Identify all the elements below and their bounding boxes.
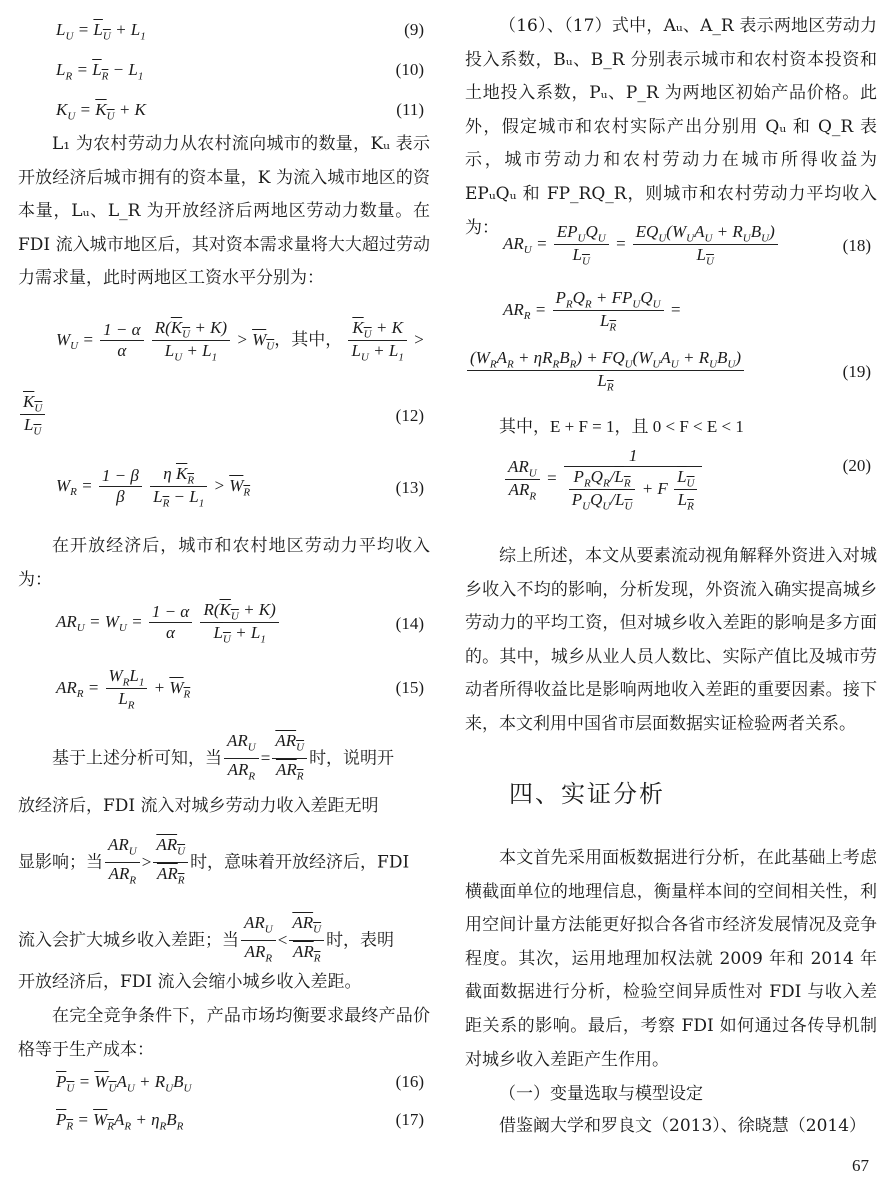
paragraph: （16）、（17）式中，Aᵤ、A_R 表示两地区劳动力投入系数，Bᵤ、B_R 分别表示城市和农村资本投资和土地投入系数，Pᵤ、P_R 为两地区初始产品价格。此外，假定城市和农村实际产出分别用 Qᵤ 和 Q_R 表示，城市劳动力和农村劳动力在城市所得收益为 EPᵤQᵤ 和 FP_RQ_R，则城市和农村劳动力平均收入为： <box>465 16 877 238</box>
paragraph: 借鉴阚大学和罗良文（2013）、徐晓慧（2014） <box>499 1116 867 1136</box>
equation-19-a: $AR_R$ = $\frac{P_RQ_R + FP_UQ_U}{L_R}$ = <box>503 288 682 334</box>
equation-number: (14) <box>395 614 424 633</box>
equation-number: (10) <box>395 60 424 79</box>
paragraph: 基于上述分析可知，当 $\frac{AR_U}{AR_R}$ = $\frac{AR_U}{AR_R}$ 时，说明开 <box>52 731 395 783</box>
equation-number: (11) <box>396 100 424 119</box>
text: 时，意味着开放经济后，FDI <box>190 852 410 873</box>
equation-9: $L_U = L_U + L_1$ (9) <box>56 20 424 43</box>
equation-11: $K_U = K_U + K$ (11) <box>56 100 424 123</box>
paragraph: 在完全竞争条件下，产品市场均衡要求最终产品价格等于生产成本： <box>18 1006 430 1060</box>
equation-19-b: $\frac{(W_RA_R + \eta R_RB_R) + FQ_U(W_UA_U + R_UB_U)}{L_R}$ (19) <box>465 348 877 408</box>
paragraph: 开放经济后，FDI 流入会缩小城乡收入差距。 <box>18 972 362 992</box>
equation-16: $P_U = W_UA_U + R_UB_U$ (16) <box>56 1072 424 1095</box>
text: 基于上述分析可知，当 <box>52 748 222 769</box>
paragraph: 放经济后，FDI 流入对城乡劳动力收入差距无明 <box>18 796 379 816</box>
text: 时，表明 <box>326 930 395 951</box>
equation-number: (20) <box>842 456 871 475</box>
equation-number: (19) <box>842 362 871 381</box>
paragraph: L₁ 为农村劳动力从农村流向城市的数量，Kᵤ 表示开放经济后城市拥有的资本量，K 为流入城市地区的资本量，Lᵤ、L_R 为开放经济后两地区劳动力数量。在 FDI 流入城市地区后，其对资本需求量将大大超过劳动力需求量，此时两地区工资水平分别为： <box>18 134 430 289</box>
condition: 其中，E + F = 1，且 0 < F < E < 1 <box>499 417 744 436</box>
equation-number: (18) <box>842 236 871 255</box>
equation-text: ，其中， <box>274 329 343 349</box>
paragraph: 在开放经济后，城市和农村地区劳动力平均收入为： <box>18 536 430 590</box>
equation-18: $AR_U$ = $\frac{EP_UQ_U}{L_U}$ = $\frac{EQ_U(W_UA_U + R_UB_U)}{L_U}$ (18) <box>503 222 871 268</box>
section-heading: 四、实证分析 <box>509 780 665 808</box>
equation-number: (12) <box>395 406 424 425</box>
equation-number: (13) <box>395 478 424 497</box>
page-number: 67 <box>852 1156 869 1175</box>
equation-20: $\frac{AR_U}{AR_R}$ = 1 $\frac{P_RQ_R/L_R}{P_UQ_U/L_U}$ + F $\frac{L_U}{L_R}$ (20) <box>465 446 877 538</box>
paragraph: 流入会扩大城乡收入差距；当 $\frac{AR_U}{AR_R}$ < $\frac{AR_U}{AR_R}$ 时，表明 <box>18 913 395 965</box>
equation-17: $P_R = W_RA_R + \eta_RB_R$ (17) <box>56 1110 424 1133</box>
equation-13: $W_R$ = $\frac{1 - \beta}{\beta}$ $\frac{\eta K_R}{L_R - L_1}$ > $W_R$ (13) <box>56 464 424 510</box>
subsection-heading: （一）变量选取与模型设定 <box>499 1084 703 1104</box>
equation-14: $AR_U = W_U$ = $\frac{1 - \alpha}{\alpha}$ $\frac{R(K_U + K)}{L_U + L_1}$ (14) <box>56 600 424 646</box>
paragraph: 显影响；当 $\frac{AR_U}{AR_R}$ > $\frac{AR_U}{AR_R}$ 时，意味着开放经济后，FDI <box>18 835 410 887</box>
equation-number: (16) <box>395 1072 424 1091</box>
equation-number: (15) <box>395 678 424 697</box>
text: 时，说明开 <box>309 748 395 769</box>
equation-10: $L_R = L_R - L_1$ (10) <box>56 60 424 83</box>
equation-12-cont: $\frac{K_U}{L_U}$ (12) <box>18 392 430 452</box>
text: 流入会扩大城乡收入差距；当 <box>18 930 239 951</box>
text: 显影响；当 <box>18 852 103 873</box>
equation-number: (17) <box>395 1110 424 1129</box>
equation-12: $W_U$ = $\frac{1 - \alpha}{\alpha}$ $\frac{R(K_U + K)}{L_U + L_1}$ > $W_U$，其中， $\frac{K_U + K}{L_U + L_1}$ > <box>56 318 425 364</box>
equation-number: (9) <box>404 20 424 39</box>
equation-15: $AR_R$ = $\frac{W_RL_1}{L_R}$ + $W_R$ (15) <box>56 666 424 712</box>
paragraph: 本文首先采用面板数据进行分析，在此基础上考虑横截面单位的地理信息，衡量样本间的空间相关性，利用空间计量方法能更好拟合各省市经济发展情况及竞争程度。其次，运用地理加权法就 2009 年和 2014 年截面数据进行分析，检验空间异质性对 FDI 与收入差距关系的影响。最后，考察 FDI 如何通过各传导机制对城乡收入差距产生作用。 <box>465 848 877 1070</box>
paragraph: 综上所述，本文从要素流动视角解释外资进入对城乡收入不均的影响，分析发现，外资流入确实提高城乡劳动力的平均工资，但对城乡收入差距的影响是多方面的。其中，城乡从业人员人数比、实际产值比及城市劳动者所得收益比是影响两地收入差距的重要因素。接下来，本文利用中国省市层面数据实证检验两者关系。 <box>465 546 877 734</box>
